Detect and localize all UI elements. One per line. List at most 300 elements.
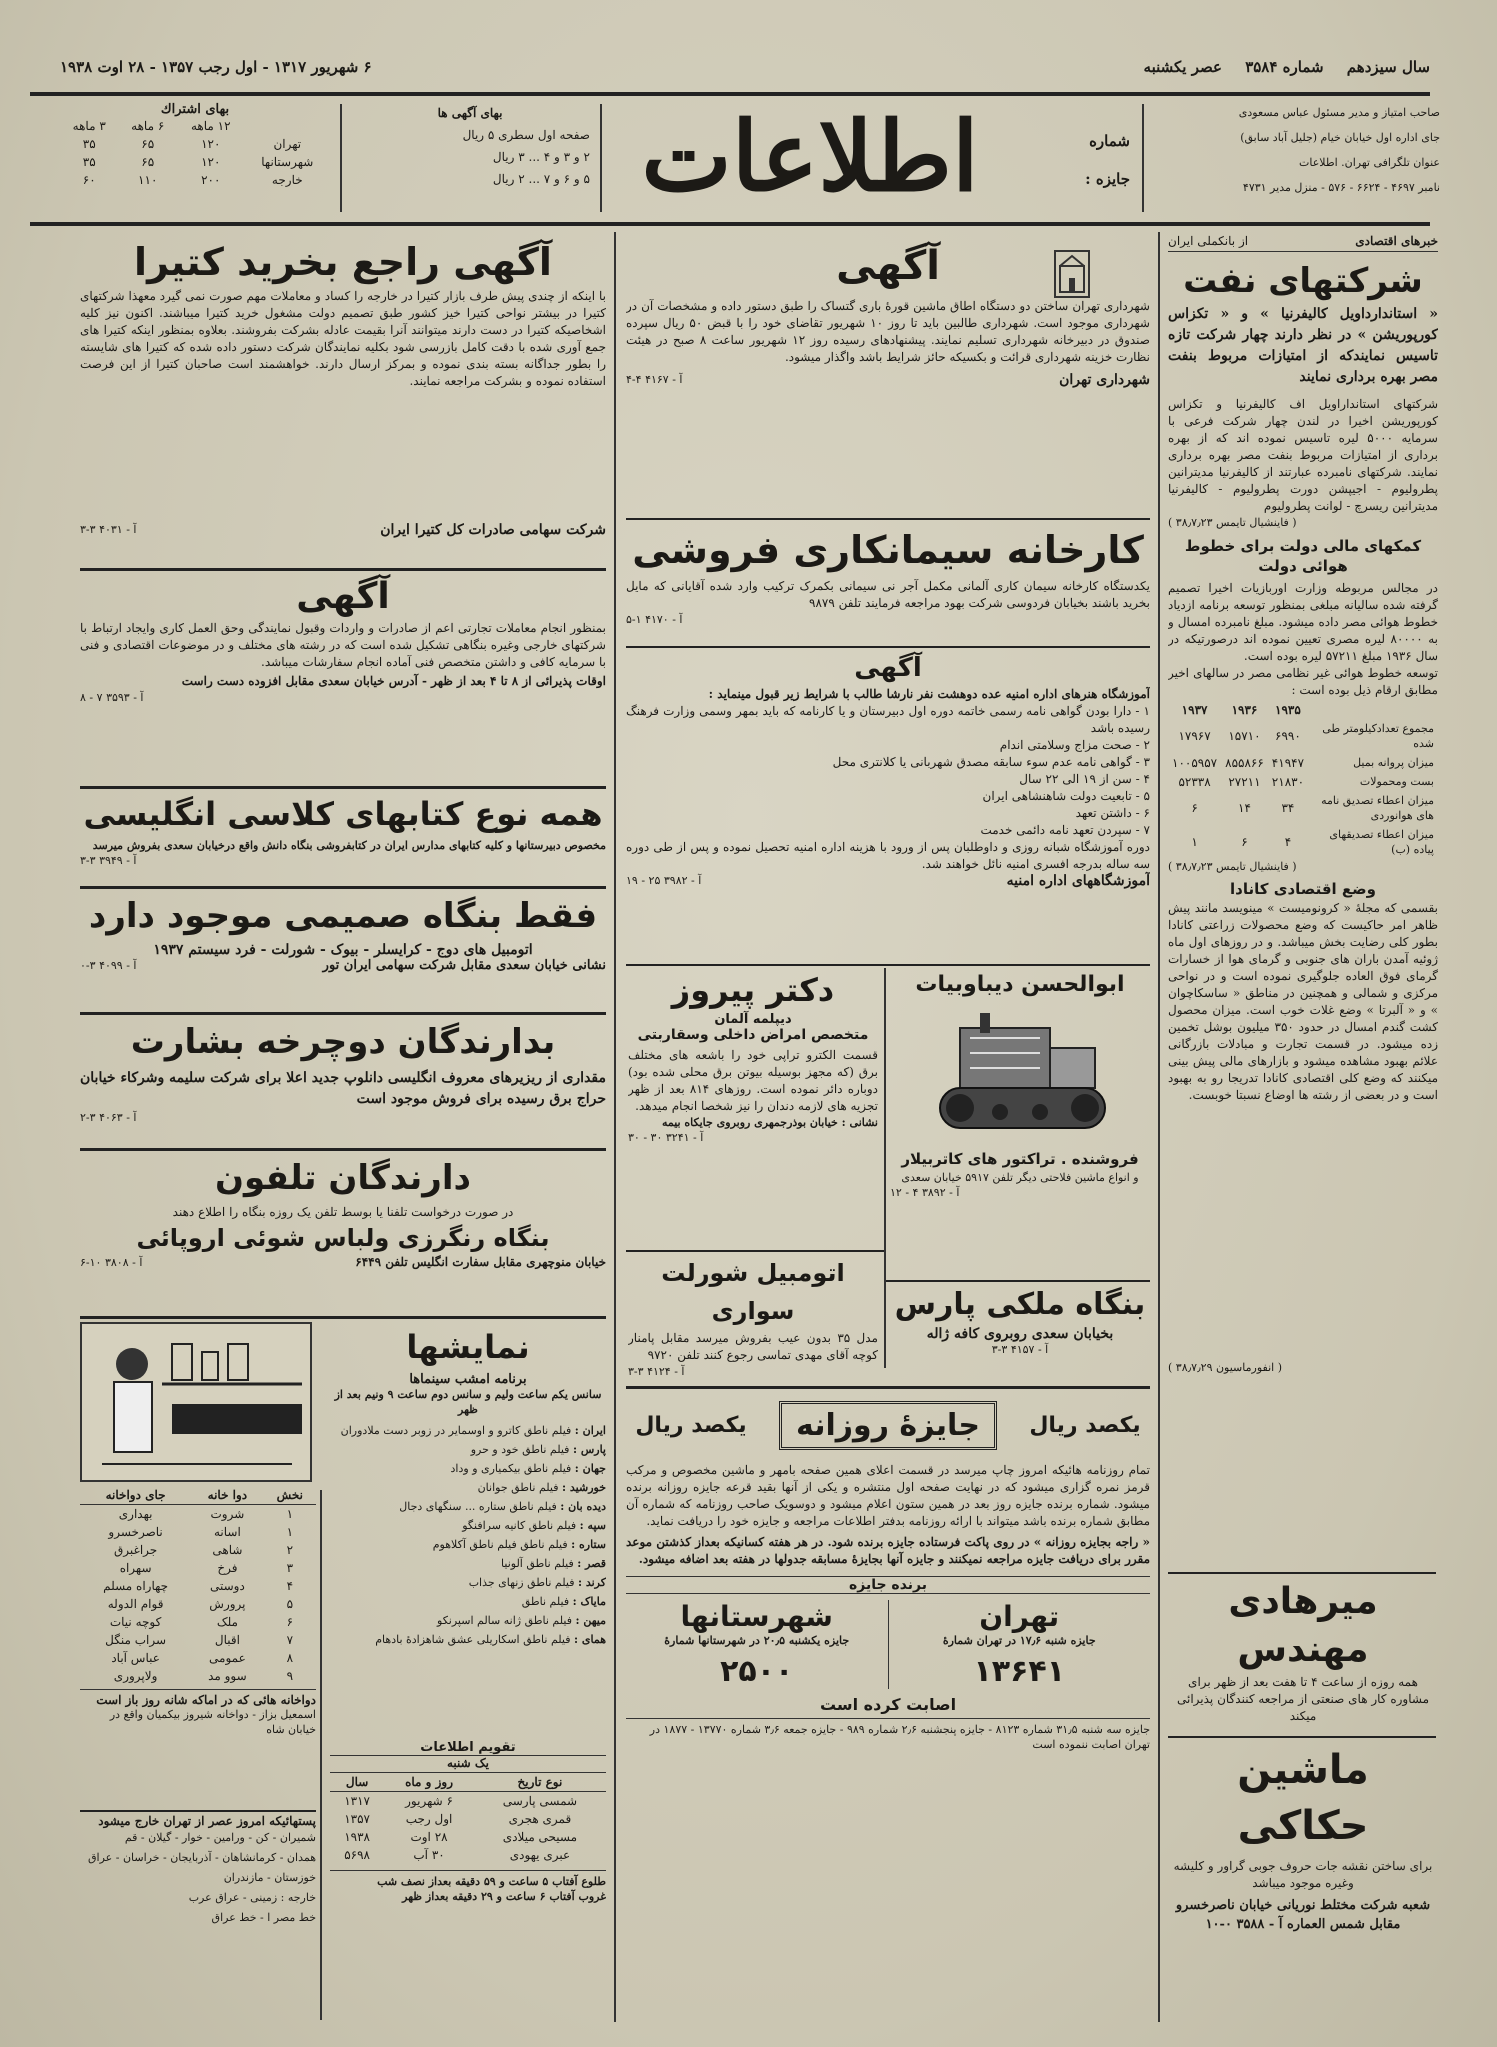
municipality-emblem-icon [1054,250,1090,298]
subscription-title: بهای اشتراك [160,102,230,117]
air-stats-table [1168,701,1438,859]
cinema-name: ديده بان : [560,1500,606,1513]
oil-lead: « استاندارداویل کالیفرنیا » و « تکزاس کورپوریشن » در نظر دارند چهار شرکت تازه تاسیس نمایندکه از امتیازات مربوط بنفت مصر بهره برداری نمایند [1168,306,1438,385]
calendar-section [330,1740,606,2022]
pharm-cell: عمومی [209,1651,246,1665]
calendar-header: سال [345,1775,369,1789]
masthead-rule-top [30,92,1430,96]
tire-title: بدارندگان دوچرخه بشارت [130,1022,556,1062]
tire-body: مقداری از ریزیرهای معروف انگلیسی دانلوپ جدید اعلا برای شرکت سلیمه وشرکاء خیابان حراج برق رسیده برای فروش موجود است [80,1070,606,1107]
pharmacy-illustration [80,1322,312,1482]
cement-factory-ad [626,522,1150,642]
pharm-cell: ۸ [286,1651,294,1665]
agahi2-item: ۶ - داشتن تعهد [1075,806,1150,820]
agahi2-item: ۴ - سن از ۱۹ الی ۲۲ سال [1019,772,1150,786]
rule [626,646,1150,648]
stats-label: میزان اعطاء تصدیقهای پیاده (ب) [1329,828,1434,856]
stats-value: ۶۹۹۰ [1275,729,1301,743]
stats-year: ۱۹۳۶ [1231,703,1258,717]
stats-value: ۴ [1284,835,1292,849]
tractor-body: و انواع ماشین فلاحتی دیگر تلفن ۵۹۱۷ خیابان سعدی [901,1171,1139,1184]
tractor-illustration-icon [920,1008,1120,1148]
calendar-cell: عبری یهودی [509,1848,571,1862]
cinema-name: کرند : [577,1576,606,1589]
hakaki-body: برای ساختن نقشه جات حروف جوبی گراور و کلیشه وغیره موجود میباشد [1173,1859,1433,1890]
sub-cell: ۳۵ [82,137,96,151]
daily-prize-section [626,1392,1150,2022]
stats-source: ( فاینشیال تایمس ۳۸٫۷٫۲۳ ) [1168,860,1297,873]
mellaki-code: آ - ۴۱۵۷ ۳-۳ [991,1343,1049,1356]
pharm-cell: شاهی [212,1543,243,1557]
air-sub: توسعه خطوط هوائی غیر نظامی مصر در سالهای اخیر مطابق ارقام ذیل بوده است : [1168,666,1438,697]
cinema-row [330,1478,606,1497]
pharm-cell: سراب منگل [105,1633,167,1647]
pharm-cell: ۲ [286,1543,294,1557]
phone-code: آ - ۳۸۰۸ ۱۰-۶ [80,1256,143,1269]
post-title: پستهائیکه امروز عصر از تهران خارج میشود [98,1814,316,1828]
agahi2-item: ۷ - سپردن تعهد نامه دائمی خدمت [980,823,1150,837]
masthead-issue-line [1050,58,1430,88]
provinces-label: شهرستانها [680,1600,833,1633]
rule [80,1148,606,1151]
phone-footer [80,1255,606,1270]
pharm-header: نخش [276,1488,303,1502]
econ-section-source: از بانکملی ایران [1168,234,1249,248]
info-line: عنوان تلگرافی تهران. اطلاعات [1299,156,1440,169]
sub-cell: ۲۰۰ [201,173,221,187]
column-divider [1158,232,1160,2022]
canada-headline: وضع اقتصادی کانادا [1230,880,1376,898]
agahi-address: اوقات پذیرائی از ۸ تا ۴ بعد از ظهر - آدرس خیابان سعدی مقابل افزوده دست راست [181,674,606,688]
pharm-cell: ملک [216,1615,238,1629]
agahi-body: بمنظور انجام معاملات تجارتی اعم از صادرات و واردات وقبول نمایندگی وحق العمل کاری وایجاد ارتباط با شرکتهای خارجی وغیره بنگاهی تشکیل شده است که در رشته های مختلف و در موضوعات اقتصادی و فنی با سرمایه کافی و داشتن متخصص فنی آماده انجام سفارشات میباشد. [80,621,606,669]
pharm-cell: قوام الدوله [107,1597,164,1611]
rule [1168,1736,1436,1738]
ad-rates-title: بهای آگهی ها [437,106,503,120]
stats-value: ۱۷۹۶۷ [1178,729,1211,743]
pharm-cell: بهداری [118,1507,153,1521]
stats-value: ۵۲۳۳۸ [1178,774,1211,789]
tragacanth-ad [80,236,606,566]
pharm-cell: جراغبرق [114,1543,158,1557]
sub-header: ۱۲ ماهه [190,119,231,133]
sub-cell: ۳۵ [82,155,96,169]
cinema-film: فیلم ناطق خود و حرو [470,1443,570,1456]
air-headline: کمکهای مالی دولت برای خطوط هوائی دولت [1184,537,1422,575]
divider [1142,104,1144,212]
hakaki-title: ماشین حکاکی [1237,1747,1369,1849]
pharm-cell: ۳ [286,1561,294,1575]
pharm-cell: ولاپروری [113,1669,158,1683]
canada-source: ( انفورماسیون ۳۸٫۷٫۲۹ ) [1168,1361,1282,1374]
provinces-winner [626,1600,888,1689]
cinema-film: فیلم ناطق فیلم ناطق آکلاهوم [432,1538,568,1551]
info-line: جای اداره اول خیابان خیام (جلیل آباد سابق) [1240,131,1440,144]
cinema-name: میهن : [575,1614,606,1627]
siman-code: آ - ۴۱۷۰ ۱-۵ [626,613,683,626]
tehran-sub: جایزه شنبه ۱۷٫۶ در تهران شمارهٔ [942,1634,1096,1647]
calendar-header: روز و ماه [405,1775,453,1789]
calendar-cell: ۶ شهریور [405,1794,453,1808]
agahi1-signature: شهرداری تهران [1059,372,1150,388]
issue-label: شماره ۳۵۸۴ [1245,58,1324,76]
post-row: خط مصر ا - خط عراق [211,1911,316,1924]
stats-value: ۱۴ [1238,801,1251,815]
cinema-film: فیلم ناطق ستاره ... سنگهای دجال [399,1500,557,1513]
samimi-ad [80,890,606,1010]
stats-value: ۲۱۸۳۰ [1271,774,1305,789]
cinema-row [330,1573,606,1592]
cinema-name: پارس : [572,1443,606,1456]
cinema-name: خورشید : [562,1481,606,1494]
bicycle-tire-ad [80,1016,606,1146]
cinema-row [330,1440,606,1459]
calendar-sub: یک شنبه [447,1756,489,1770]
agahi2-end: دوره آموزشگاه شبانه روزی و داوطلبان پس از ورود با هزینه اداره امنیه تحصیل نموده و پس از طی دوره سه ساله بدرجه افسری امنیه نائل خواهند شد. [626,840,1150,871]
newspaper-title: اطلاعات [641,100,979,213]
post-row: همدان - کرمانشاهان - آذربایجان - خراسان - عراق [88,1851,316,1864]
rule [626,518,1150,520]
doctor-sub1: دیپلمه آلمان [714,1012,792,1027]
ad-rate-line: صفحه اول سطری ۵ ریال [462,128,590,142]
pharm-cell: سوو مد [208,1669,247,1683]
phone-body: در صورت درخواست تلفنا یا بوسط تلفن یک روزه بنگاه را اطلاع دهند [172,1205,514,1219]
calendar-header: نوع تاریخ [517,1775,563,1789]
stats-value: ۲۷۲۱۱ [1228,774,1261,789]
provinces-sub: جایزه یکشنبه ۲۰٫۵ در شهرستانها شمارهٔ [664,1634,850,1647]
rule [80,1810,316,1812]
stats-value: ۴۱۹۴۷ [1271,755,1305,770]
tehran-number: ۱۳۶۴۱ [973,1654,1066,1689]
katira-footer [80,522,606,538]
katira-signature: شرکت سهامی صادرات کل کتیرا ایران [380,522,606,538]
agahi2-lead: آموزشگاه هنرهای اداره امنیه عده دوهشت نفر نارشا طالب با شرایط زیر قبول مینماید : [708,687,1150,701]
econ-section-title: خبرهای اقتصادی [1355,234,1438,248]
laundry-ad [80,1152,606,1312]
mirhadi-ad [1168,1578,1438,1728]
stats-year: ۱۹۳۷ [1181,703,1208,717]
calendar-table [330,1772,606,1864]
post-row: خوزستان - مازندران [223,1871,316,1884]
cinema-row [330,1554,606,1573]
stats-label: میزان اعطاء تصدیق نامه های هوانوردی [1321,794,1434,822]
cinema-film: فیلم ناطق جوانان [477,1481,559,1494]
tehran-label: تهران [979,1600,1060,1633]
cinema-name: ایران : [574,1424,606,1437]
agahi2-footer [626,873,1150,889]
calendar-cell: ۲۸ اوت [410,1830,448,1844]
stats-value: ۸۵۵۸۶۶ [1225,755,1264,770]
calendar-cell: ۱۳۵۷ [344,1812,370,1826]
municipality-ad [626,236,1150,516]
year-label: سال سیزدهم [1346,58,1430,76]
stats-year: ۱۹۳۵ [1275,703,1301,717]
sub-cell: ۱۲۰ [201,137,221,151]
books-body: مخصوص دبیرستانها و کلیه کتابهای مدارس ایران در کتابفروشی بنگاه دانش واقع درخیابان سعدی بفروش میرسد [92,839,606,852]
mellaki-body: بخیابان سعدی روبروی کافه ژاله [926,1326,1114,1342]
cinema-film: فیلم ناطق اسکاریلی عشق شاهزادهٔ بادهام [375,1633,571,1646]
sub-cell: ۶۵ [141,155,155,169]
title-side-labels [1010,122,1130,202]
cinema-name: مایاک : [572,1595,606,1608]
cinema-row [330,1421,606,1440]
cinema-film: فیلم ناطق زنهای جذاب [468,1576,575,1589]
agahi2-title: آگهی [854,653,922,683]
air-body: در مجالس مربوطه وزارت اوربازیات اخیرا تصمیم گرفته شده سالیانه مبلغی بمنظور توسعه برنامه ازدیاد خطوط هوائی مصر داده میشود. مبلغ نامبرده امسال و به ۸۰۰۰۰ لیره مصری تعیین نموده اند درصورتیکه در سال ۱۹۳۶ مبلغ ۵۷۲۱۱ لیره بوده است. [1168,581,1438,663]
sub-cell: ۱۲۰ [201,155,221,169]
pharm-header: دوا خانه [207,1488,248,1502]
siman-title: کارخانه سیمانکاری فروشی [632,528,1144,572]
stats-label: بست ومحمولات [1359,775,1434,788]
calendar-cell: ۳۰ آب [413,1848,445,1862]
cinema-lead: برنامه امشب سینماها [409,1372,527,1387]
cinema-film: فیلم ناطق کاترو و اوسمایر در زوبر دست ملادوران [340,1424,572,1437]
pharm-cell: ناصرخسرو [108,1525,163,1539]
sub-cell: خارجه [271,173,303,187]
cinema-film: فیلم ناطق ژانه سالم اسپرنکو [437,1614,572,1627]
mirhadi-title: میرهادی مهندس [1228,1581,1378,1670]
sami-body: اتومبیل های دوج - کرایسلر - بیوک - شورلت - فرد سیستم ۱۹۳۷ [153,942,533,958]
day-label: عصر یکشنبه [1143,58,1222,76]
cinema-title: نمایشها [406,1328,530,1366]
oil-source: ( فاینشیال تایمس ۳۸٫۷٫۲۳ ) [1168,516,1297,529]
pharm-cell: ۱ [286,1525,294,1539]
oil-body: شرکتهای استانداراویل اف کالیفرنیا و تکزاس کورپوریشن اخیرا در لندن چهار شرکت فرعی با سرمایه ۵۰۰۰ لیره تاسیس نموده اند که از بهره برداری از امتیازات مربوط بنفت مصر بهره برداری نمایند. شرکتهای نامبرده عبارتند از کالیفرنیا مدیترانین پطرولیوم - اجیپشن دورت پطرولیوم - کالیفرنیا مدیترانین ریسرچ - لوانت پطرولیوم [1168,397,1438,513]
rule [1168,1572,1436,1574]
tractor-ad [890,968,1150,1248]
sami-footer [80,958,606,973]
cinema-film: فیلم ناطق آلونیا [501,1557,574,1570]
pharmacist-icon [82,1324,310,1480]
rule [626,1250,884,1252]
tehran-winner [888,1600,1151,1689]
cinema-name: همای : [573,1633,606,1646]
cinema-name: سپه : [579,1519,606,1532]
doctor-sub2: متخصص امراض داخلی وسقاربتی [637,1027,869,1043]
cinema-film: فیلم ناطق [521,1595,570,1608]
hakaki-company: شعبه شرکت مختلط نوریانی خیابان ناصرخسرو مقابل شمس العماره آ - ۳۵۸۸ ۰-۱۰ [1175,1898,1431,1932]
prize-warning: « راجه بجایزه روزانه » در روی پاکت فرستاده جایزه برنده شود. در هر هفته کسانیکه بعداز کذشتن موعد مقرر برای دریافت جایزه مراجعه نمیکنند و جایزه آنها بجایزهٔ مسابقه جدولها در هفته بعد اضافه میشود. [626,1535,1150,1566]
sub-cell: شهرستانها [261,155,314,169]
sami-address: نشانی خیابان سعدی مقابل شرکت سهامی ایران تور [322,958,606,973]
sub-cell: ۶۵ [141,137,155,151]
books-title: همه نوع کتابهای کلاسی انگلیسی [83,795,603,833]
pharm-cell: فرخ [217,1561,238,1575]
agahi1-body: شهرداری تهران ساختن دو دستگاه اطاق ماشین قورهٔ باری گتساک را طبق دستور داده و مشخصات آن در شهرداری موجود است. شهرداری طالبین باید تا روز ۱۰ شهریور تقاضای خود را با قبض ۵۰ ریال سپرده صندوق در دبیرخانه شهرداری تسلیم نمایند. پیشنهادهای رسیده روز ۱۲ شهریور ساعت ۸ صبح در هیئت نظارت خزینه شهرداری قرائت و بکسیکه حائز شرایط باشد واگذار میشود. [626,299,1150,364]
agahi1-footer [626,372,1150,388]
masthead-rule-bottom [30,222,1430,226]
siman-body: یکدستگاه کارخانه سیمان کاری آلمانی مکمل آجر نی سیمانی بکمرک ترکیب وارد شده آقایانی که مایل بخرید باشند بخیابان فردوسی شرکت بهود مراجعه فرمایند تلفن ۹۸۷۹ [626,579,1150,610]
pharm-cell: اسانه [213,1525,241,1539]
sami-code: آ - ۴۰۹۹ ۳-۰ [80,959,137,972]
cinema-name: قصر : [577,1557,606,1570]
cinema-film: فیلم ناطق بیکمیاری و وداد [450,1462,572,1475]
pars-realestate-ad [890,1284,1150,1384]
cinema-list [330,1421,606,1649]
agahi1-title: آگهی [836,243,940,289]
pharm-cell: ۹ [286,1669,294,1683]
phone-company: بنگاه رنگرزی ولباس شوئی اروپائی [136,1224,550,1252]
esabat-label: اصابت کرده است [819,1695,957,1714]
mirhadi-body: همه روزه از ساعت ۴ تا هفت بعد از ظهر برای مشاوره کار های صنعتی از مراجعه کنندگان پذیرائی میکند [1177,1675,1429,1723]
rule [80,1012,606,1015]
column-divider [320,1490,322,2020]
sub-cell: ۶۰ [82,173,96,187]
rule [80,786,606,789]
pharm-cell: شروت [210,1507,245,1521]
rule [886,1280,1150,1282]
cinema-name: جهان : [574,1462,606,1475]
tractor-code: آ - ۳۸۹۲ ۴ - ۱۲ [890,1186,960,1199]
number-label: شماره [1089,132,1130,150]
pharm-night-title: دواخانه هائی که در اماکه شانه روز باز است [80,1689,316,1707]
pharm-night-body: اسمعیل بزاز - دواخانه شیروز بیکمیان واقع در خیابان شاه [109,1708,316,1736]
cinema-name: ستاره : [571,1538,606,1551]
pharm-header: جای دواخانه [105,1488,166,1502]
stats-label: مجموع تعدادکیلومتر طی شده [1322,722,1434,750]
calendar-cell: اول رجب [405,1812,453,1826]
pharm-cell: ۱ [286,1507,294,1521]
sub-header: ۳ ماهه [72,119,106,133]
provinces-number: ۲۵۰۰ [720,1654,794,1689]
cinema-row [330,1592,606,1611]
stats-value: ۱ [1191,835,1198,849]
phone-address: خیابان منوچهری مقابل سفارت انگلیس تلفن ۶۴۴۹ [355,1255,606,1269]
rule [80,886,606,889]
calendar-cell: شمسی پارسی [502,1794,578,1808]
sunset: غروب آفتاب ۶ ساعت و ۲۹ دقیقه بعداز ظهر [402,1890,606,1903]
post-schedule [80,1814,316,2019]
info-line: صاحب امتیاز و مدیر مسئول عباس مسعودی [1238,106,1440,119]
tractor-sell: فروشنده . تراکتور های کاتربیلار [901,1150,1139,1168]
chevrolet-ad [628,1254,878,1384]
ad-rate-line: ۵ و ۶ و ۷ ... ۲ ریال [492,172,590,186]
doctor-body: قسمت الکترو تراپی خود را باشعه های مختلف برق (که مجهز بوسیله بیوتن برق محلی شده بود) دوباره دائر نموده است. روزهای ۸۱۴ بعد از ظهر تجزیه های لازمه دندان را نیز شخصا انجام میدهد. [628,1048,878,1113]
agahi2-item: ۲ - صحت مزاج وسلامتی اندام [999,738,1150,752]
tractor-title: ابوالحسن دیباوبیات [915,972,1125,997]
english-books-ad [80,790,606,882]
cinema-time: سانس یکم ساعت ولیم و سانس دوم ساعت ۹ ونیم بعد از ظهر [334,1388,602,1416]
doctor-code: آ - ۳۲۴۱ ۳۰ - ۳۰ [628,1131,704,1144]
pharm-cell: چهاراه مسلم [103,1579,169,1593]
pharm-cell: ۴ [286,1579,294,1593]
sub-header: ۶ ماهه [131,119,165,133]
calendar-cell: مسیحی میلادی [502,1830,578,1844]
pharmacy-table [80,1486,316,1685]
column-divider [884,968,886,1368]
prize-right-label: یکصد ریال [1029,1412,1141,1438]
canada-body: بقسمی که مجلهٔ « کرونومیست » مینویسد مانند پیش ظاهر امر حاکیست که وضع محصولات زراعتی کانادا بطور کلی رضایت بخش میباشد. و در روزهای اول ماه ژوئیه آمدن باران های جنوبی و گرمای هوا از خسارات گرمای فوق العاده جلوگیری نموده است و در نواحی مرکزی و شمالی و همچنین در مناطق « ساسکاچوان » و « آلبرتا » وضع غلات خوب است. میزان محصول کشت گندم امسال در حدود ۳۵۰ میلیون بوشل تخمین زده میشود. در قسمت تجارت و مبادلات بازرگانی علائم بهبود مشاهده میشود و بازارهای مالی پیش بینی میکنند که وضع کلی اقتصادی کانادا تدریجا رو به بهبود است و در بعضی از رشته ها اوضاع نسبتا خوبست. [1168,901,1438,1102]
pharm-cell: عباس آباد [111,1651,160,1665]
katira-code: آ - ۴۰۳۱ ۳-۳ [80,523,137,536]
pharm-cell: ۶ [286,1615,294,1629]
rule [80,1316,606,1319]
car-body: مدل ۳۵ بدون عیب بفروش میرسد مقابل پامنار کوچه آقای مهدی تماسی رجوع کنند تلفن ۹۷۲۰ [628,1331,878,1362]
mellaki-title: بنگاه ملکی پارس [894,1287,1146,1322]
pharmacy-table-section [80,1486,316,1806]
pharm-cell: پرورش [209,1597,246,1611]
divider [600,104,602,212]
calendar-cell: قمری هجری [508,1812,572,1826]
divider [340,104,342,212]
prize-center-label: جایزهٔ روزانه [779,1401,997,1450]
prize-body: تمام روزنامه هائیکه امروز چاپ میرسد در قسمت اعلای همین صفحه بامهر و ماشین مخصوص و مرکب قرمز نمره گزاری میشود که در نهایت صفحه اول منتشره و یکی از آنها بقید قرعه جایزه روزانه برنده میشود. شماره برنده جایزه روز بعد در همین ستون اعلام میشود و دوسویک صاحب روزنامه که شماره آن مطابق شماره برنده باشد میتواند با ارائه روزنامه بدفتر اطلاعات مراجعه و جایزه خود را دریافت نماید. [626,1463,1150,1528]
date-line: ۶ شهریور ۱۳۱۷ - اول رجب ۱۳۵۷ - ۲۸ اوت ۱۹۳۸ [60,58,372,76]
stats-value: ۱۰۰۵۹۵۷ [1172,755,1218,770]
cinema-row [330,1497,606,1516]
doctor-ad [628,968,878,1248]
post-row: خارجه : زمینی - عراق عرب [188,1891,316,1904]
agahi2-item: ۳ - گواهی نامه عدم سوء سابقه مصدق شهربانی یا کلانتری محل [832,755,1150,769]
ad-rate-line: ۲ و ۳ و ۴ ... ۳ ریال [492,150,590,164]
books-code: آ - ۳۹۴۹ ۳-۳ [80,854,137,867]
calendar-cell: ۱۹۳۸ [344,1830,370,1844]
info-line: نامبر ۴۶۹۷ - ۶۶۲۴ - ۵۷۶ - منزل مدیر ۴۷۳۱ [1242,181,1440,194]
prize-label: جایزه : [1085,170,1130,188]
subscription-box [60,102,330,214]
oil-headline: شرکتهای نفت [1183,261,1423,301]
agahi2-item: ۱ - دارا بودن گواهی نامه رسمی خاتمه دوره اول دبیرستان و یا کارنامه که باید بمهر وسمی وزارت فرهنگ رسیده باشد [626,704,1150,735]
sami-title: فقط بنگاه صمیمی موجود دارد [88,896,598,936]
sub-cell: ۱۱۰ [138,173,158,187]
calendar-cell: ۱۳۱۷ [344,1794,370,1808]
tire-code: آ - ۴۰۶۳ ۳-۲ [80,1111,137,1124]
katira-body: با اینکه از چندی پیش طرف بازار کتیرا در خارجه را کساد و معاملات مهم صورت نمی گیرد معهذا شرکتهای کتیرا در بیشتر نواحی کتیرا خیز کشور طبق تصمیم دولت مشغول خرید کتیرا میباشند. اکنون نیز کلیه اشخاصیکه کتیرا در دست دارند میتوانند آنرا بقیمت عادله بشرکت بفروشند. بعلاوه بمنظور اینکه کتیرا های جمع آوری شده با دقت کامل بازرسی شود بکلیه نمایندگان شرکت دستور داده شده که کتیرا های شایسته را بطور جداگانه بسته بندی نموده و بمرکز ارسال دارند. خواهشمند است صاحبان کتیرا از این فرصت استفاده نموده و بشرکت مراجعه نمایند. [80,289,606,388]
agahi1-code: آ - ۴۱۶۷ ۴-۴ [626,373,683,386]
column-divider [614,232,616,2022]
sunrise: طلوع آفتاب ۵ ساعت و ۵۹ دقیقه بعداز نصف شب [330,1870,606,1889]
phone-title: دارندگان تلفون [215,1158,471,1198]
stats-value: ۶ [1241,835,1248,849]
pharm-cell: اقبال [214,1633,240,1647]
prize-history: جایزه سه شنبه ۳۱٫۵ شماره ۸۱۲۳ - جایزه پنجشنبه ۲٫۶ شماره ۹۸۹ - جایزه جمعه ۳٫۶ شماره ۱۳۷۷۰ - ۱۸۷۷ در تهران اصابت ننموده است [626,1718,1150,1752]
pharm-cell: کوچه نیات [109,1615,162,1629]
pharm-cell: ۵ [286,1597,294,1611]
calendar-title: تقویم اطلاعات [330,1740,606,1756]
car-title: اتومبیل شورلت سواری [661,1259,845,1325]
cinema-row [330,1516,606,1535]
subscription-table [60,117,330,189]
cinema-row [330,1535,606,1554]
stats-value: ۶ [1191,801,1198,815]
stats-value: ۳۴ [1281,801,1295,815]
prize-left-label: یکصد ریال [635,1412,747,1438]
winner-title: برنده جایزه [626,1576,1150,1594]
cinema-row [330,1459,606,1478]
cinema-film: فیلم ناطق کانیه سرافنگو [462,1519,577,1532]
sub-cell: تهران [273,137,302,151]
doctor-address: نشانی : خیابان بوذرجمهری روبروی جایکاه بیمه [661,1116,878,1129]
car-code: آ - ۴۱۲۴ ۳-۳ [628,1365,685,1378]
agahi-code: آ - ۳۵۹۳ ۷ - ۸ [80,691,144,704]
pharm-cell: ۷ [286,1633,294,1647]
agahi-title: آگهی [296,576,390,617]
hakaki-ad [1168,1742,1438,2032]
doctor-title: دکتر پیروز [671,971,835,1009]
gendarmerie-school-ad [626,650,1150,960]
trade-agency-ad [80,574,606,782]
rule [626,964,1150,966]
pharm-cell: دوستی [209,1579,245,1593]
agahi2-signature: آموزشگاههای اداره امنیه [1006,873,1150,889]
stats-label: میزان پروانه بمیل [1353,756,1434,769]
publisher-info [1150,100,1440,220]
katira-title: آگهی راجع بخرید کتیرا [134,240,552,284]
cinema-row [330,1611,606,1630]
ad-rates-box [350,102,590,212]
rule [80,568,606,571]
agahi2-item: ۵ - تابعیت دولت شاهنشاهی ایران [982,789,1150,803]
